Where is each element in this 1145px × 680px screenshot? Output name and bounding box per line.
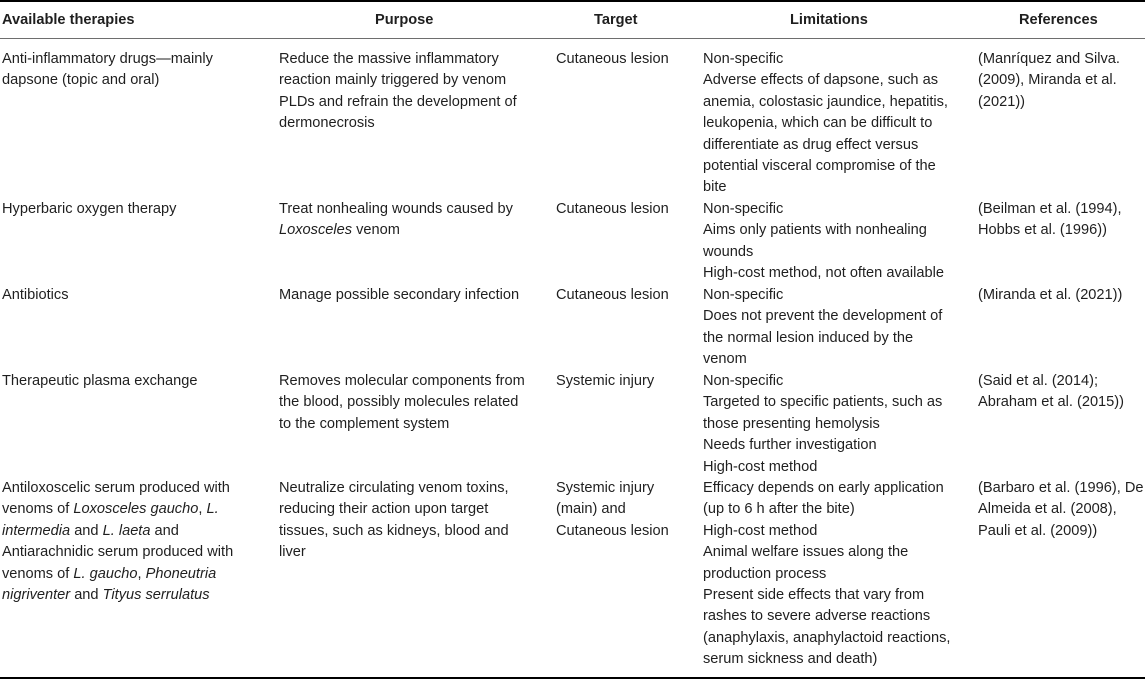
- purpose-cell: Removes molecular components from the blood, possibly molecules related to the complement system: [279, 373, 525, 432]
- header-purpose: Purpose: [375, 12, 434, 28]
- purpose-cell: Manage possible secondary infection: [279, 287, 520, 303]
- purpose-cell: Treat nonhealing wounds caused by Loxosceles venom: [279, 201, 513, 239]
- therapy-cell: Anti-inflammatory drugs—mainly dapsone (topic and oral): [2, 51, 213, 89]
- therapy-cell: Hyperbaric oxygen therapy: [2, 201, 177, 217]
- purpose-cell: Reduce the massive inflammatory reaction mainly triggered by venom PLDs and refrain the development of dermonecrosis: [279, 51, 517, 132]
- therapy-cell: Antiloxoscelic serum produced with venoms of Loxosceles gaucho, L. intermedia and L. laeta and Antiarachnidic serum produced with venoms of L. gaucho, Phoneutria nigriventer and Tityus serrulatus: [2, 480, 234, 604]
- header-references: References: [1019, 12, 1098, 28]
- references-cell: (Manríquez and Silva. (2009), Miranda et al. (2021)): [978, 51, 1120, 110]
- target-cell: Cutaneous lesion: [556, 201, 669, 217]
- therapy-cell: Antibiotics: [2, 287, 69, 303]
- limitations-cell: Efficacy depends on early application (up to 6 h after the bite) High-cost method Animal welfare issues along the production process Present side effects that vary from rashes to severe adverse reactions (anaphylaxis, anaphylactoid reactions, serum sickness and death): [703, 480, 951, 668]
- limitations-cell: Non-specific Does not prevent the development of the normal lesion induced by the venom: [703, 287, 943, 368]
- table-top-rule: [0, 0, 1145, 2]
- therapy-cell: Therapeutic plasma exchange: [2, 373, 198, 389]
- references-cell: (Beilman et al. (1994), Hobbs et al. (1996)): [978, 201, 1122, 239]
- references-cell: (Barbaro et al. (1996), De Almeida et al. (2008), Pauli et al. (2009)): [978, 480, 1144, 539]
- references-cell: (Miranda et al. (2021)): [978, 287, 1123, 303]
- target-cell: Cutaneous lesion: [556, 287, 669, 303]
- limitations-cell: Non-specific Adverse effects of dapsone, such as anemia, colostasic jaundice, hepatitis, leukopenia, which can be difficult to differentiate as drug effect versus potential visceral compromise of the bite: [703, 51, 948, 196]
- purpose-cell: Neutralize circulating venom toxins, reducing their action upon target tissues, such as kidneys, blood and liver: [279, 480, 509, 561]
- header-target: Target: [594, 12, 638, 28]
- target-cell: Systemic injury (main) and Cutaneous lesion: [556, 480, 669, 539]
- table-header-rule: [0, 38, 1145, 39]
- header-available-therapies: Available therapies: [2, 12, 135, 28]
- references-cell: (Said et al. (2014); Abraham et al. (2015)): [978, 373, 1125, 411]
- target-cell: Cutaneous lesion: [556, 51, 669, 67]
- limitations-cell: Non-specific Targeted to specific patients, such as those presenting hemolysis Needs further investigation High-cost method: [703, 373, 943, 475]
- limitations-cell: Non-specific Aims only patients with nonhealing wounds High-cost method, not often available: [703, 201, 944, 282]
- table-bottom-rule: [0, 677, 1145, 679]
- target-cell: Systemic injury: [556, 373, 655, 389]
- header-limitations: Limitations: [790, 12, 868, 28]
